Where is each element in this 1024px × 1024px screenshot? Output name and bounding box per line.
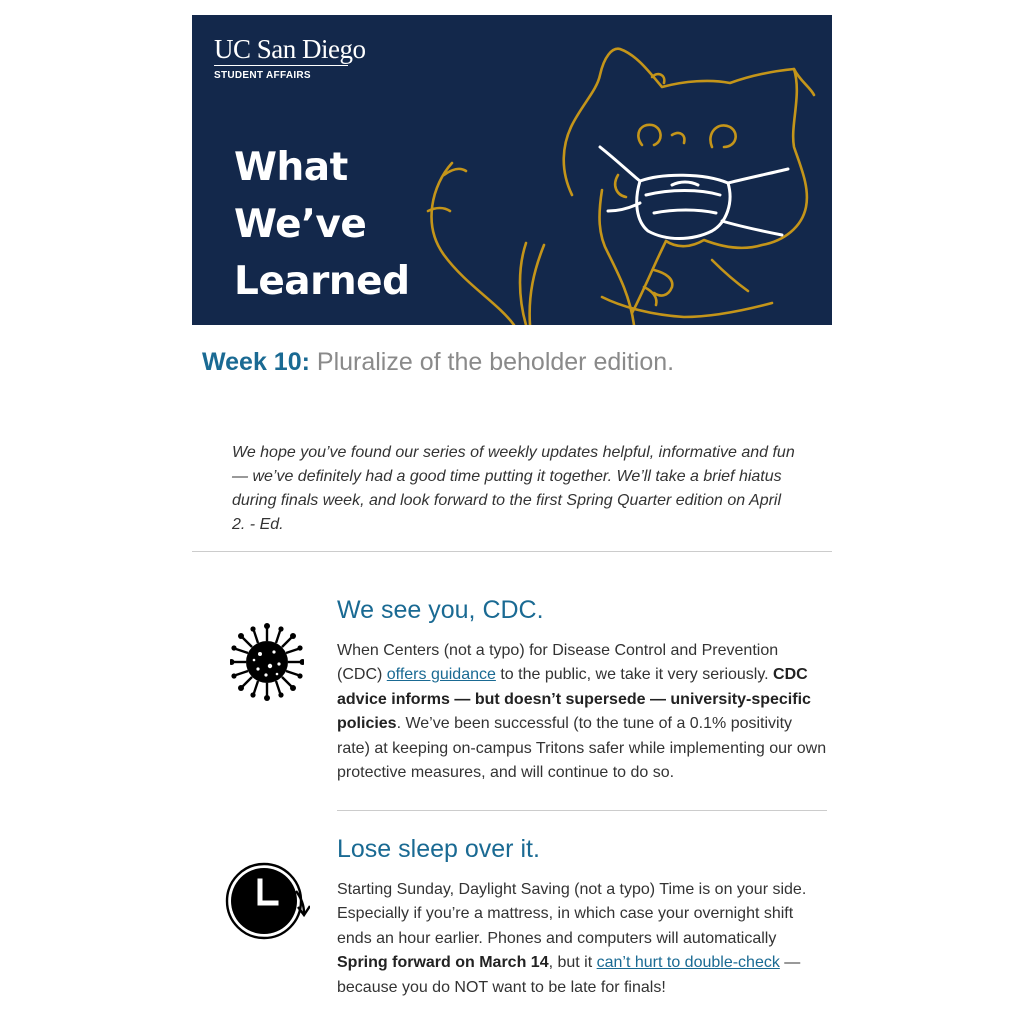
- double-check-link[interactable]: can’t hurt to double-check: [596, 954, 780, 972]
- section-divider: [192, 551, 832, 552]
- banner-title-line: Learned: [234, 259, 410, 304]
- editor-note: We hope you’ve found our series of weekly updates helpful, informative and fun — we’ve definitely had a good time putting it together. We’ll take a brief hiatus during finals week, and look forward to the first Spring Quarter edition on April 2. - Ed.: [232, 444, 795, 533]
- offers-guidance-link[interactable]: offers guidance: [386, 666, 496, 684]
- logo-wordmark: UC San Diego: [214, 34, 366, 64]
- section-body: [337, 878, 827, 1000]
- body-text: Starting Sunday, Daylight Saving (not a typo) Time is on your side. Especially if you’re a mattress, in which case your overnight shift ends an hour earlier. Phones and computers will automatically: [337, 881, 807, 947]
- email-container: [192, 15, 832, 996]
- body-text: , but it: [548, 954, 597, 972]
- header-banner: [192, 15, 832, 325]
- section-title: We see you, CDC.: [337, 596, 544, 624]
- body-bold-text: CDC advice informs — but doesn’t supersede — university-specific policies: [337, 666, 811, 733]
- section-title: Lose sleep over it.: [337, 835, 540, 863]
- section-daylight-saving: [337, 834, 827, 1000]
- body-bold-text: Spring forward on March 14: [337, 954, 549, 972]
- edition-subtitle: Pluralize of the beholder edition.: [316, 348, 675, 376]
- body-text: When Centers (not a typo) for Disease Control and Prevention (CDC): [337, 642, 779, 684]
- body-text: . We’ve been successful (to the tune of a 0.1% positivity rate) at keeping on-campus Tritons safer while implementing our own protective measures, and will continue to do so.: [337, 715, 827, 782]
- virus-icon: [230, 622, 304, 702]
- section-cdc: [337, 595, 827, 785]
- clock-icon: [224, 861, 310, 941]
- body-text: to the public, we take it very seriously.: [495, 666, 774, 684]
- section-body: [337, 639, 827, 785]
- week-label: Week 10:: [202, 348, 310, 376]
- masked-cat-illustration: [422, 35, 832, 325]
- logo-rule: [214, 65, 348, 66]
- banner-title-line: We’ve: [234, 202, 367, 247]
- banner-title-line: What: [234, 145, 348, 190]
- body-text: — because you do NOT want to be late for finals!: [337, 954, 801, 996]
- edition-heading: [202, 347, 674, 377]
- ucsd-logo: [214, 35, 366, 81]
- banner-title: [234, 139, 410, 310]
- logo-subtitle: STUDENT AFFAIRS: [214, 70, 311, 81]
- section-divider: [337, 810, 827, 811]
